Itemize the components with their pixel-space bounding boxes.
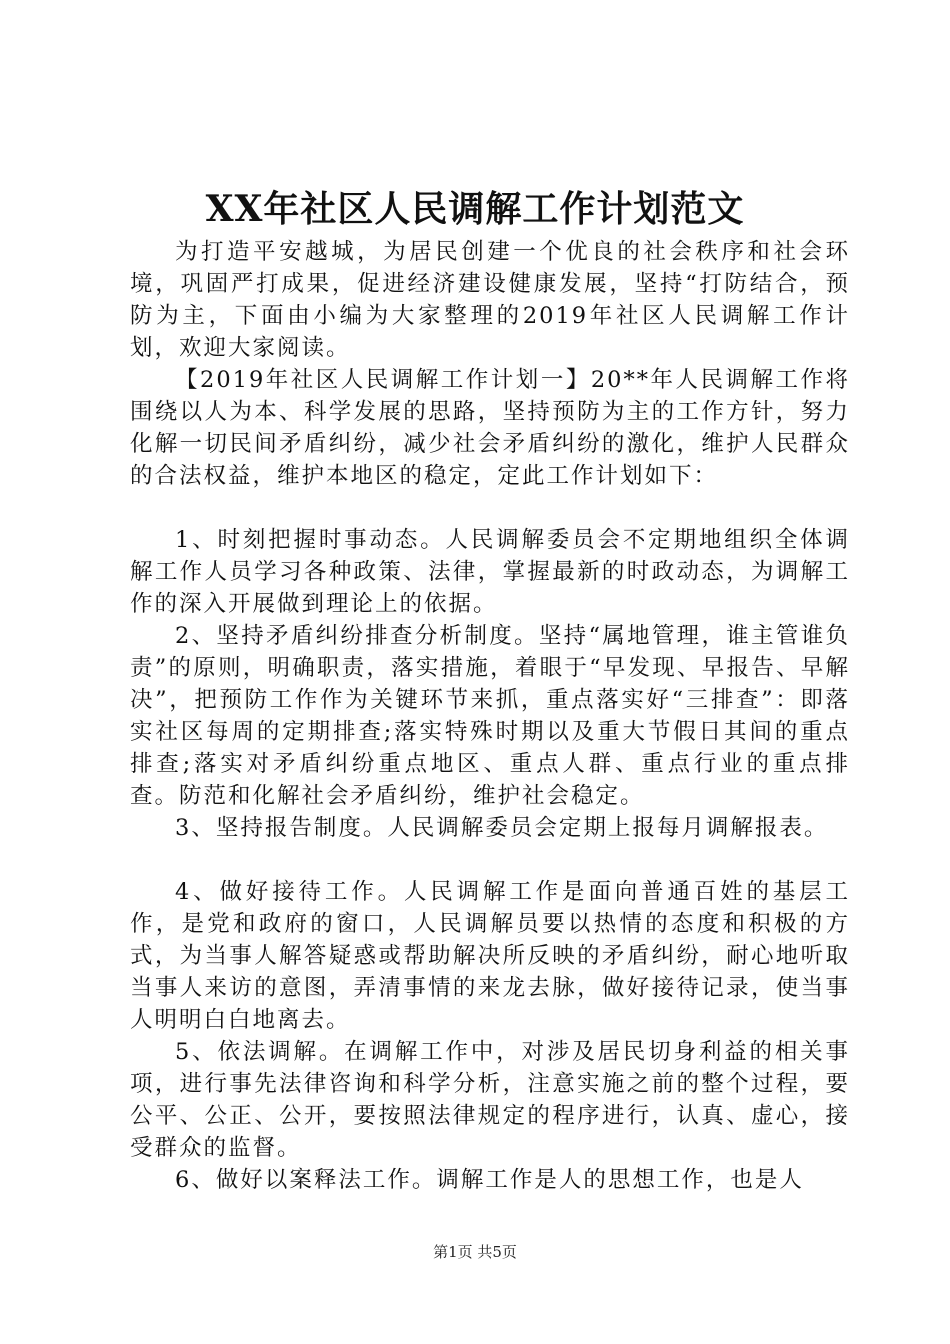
item-5-paragraph: 5、依法调解。在调解工作中，对涉及居民切身利益的相关事项，进行事先法律咨询和科学分析，注意实施之前的整个过程，要公平、公正、公开，要按照法律规定的程序进行，认真、虚心，接受群众的监督。 bbox=[130, 1039, 850, 1161]
document-title: XX年社区人民调解工作计划范文 bbox=[205, 188, 745, 230]
intro-paragraph: 为打造平安越城，为居民创建一个优良的社会秩序和社会环境，巩固严打成果，促进经济建设健康发展，坚持“打防结合，预防为主，下面由小编为大家整理的2019年社区人民调解工作计划，欢迎大家阅读。 bbox=[130, 239, 850, 361]
item-4-paragraph: 4、做好接待工作。人民调解工作是面向普通百姓的基层工作，是党和政府的窗口，人民调解员要以热情的态度和积极的方式，为当事人解答疑惑或帮助解决所反映的矛盾纠纷，耐心地听取当事人来访的意图，弄清事情的来龙去脉，做好接待记录，使当事人明明白白地离去。 bbox=[130, 879, 850, 1033]
page-footer: 第1页 共5页 bbox=[433, 1243, 517, 1261]
plan-one-paragraph: 【2019年社区人民调解工作计划一】20**年人民调解工作将围绕以人为本、科学发展的思路，坚持预防为主的工作方针，努力化解一切民间矛盾纠纷，减少社会矛盾纠纷的激化，维护人民群众的合法权益，维护本地区的稳定，定此工作计划如下： bbox=[130, 367, 850, 489]
item-6-paragraph: 6、做好以案释法工作。调解工作是人的思想工作，也是人 bbox=[175, 1167, 804, 1193]
item-2-paragraph: 2、坚持矛盾纠纷排查分析制度。坚持“属地管理，谁主管谁负责”的原则，明确职责，落实措施，着眼于“早发现、早报告、早解决”，把预防工作作为关键环节来抓，重点落实好“三排查”：即落实社区每周的定期排查;落实特殊时期以及重大节假日其间的重点排查;落实对矛盾纠纷重点地区、重点人群、重点行业的重点排查。防范和化解社会矛盾纠纷，维护社会稳定。 bbox=[130, 623, 850, 809]
item-1-paragraph: 1、时刻把握时事动态。人民调解委员会不定期地组织全体调解工作人员学习各种政策、法律，掌握最新的时政动态，为调解工作的深入开展做到理论上的依据。 bbox=[130, 527, 850, 617]
item-3-paragraph: 3、坚持报告制度。人民调解委员会定期上报每月调解报表。 bbox=[175, 815, 829, 841]
document-body bbox=[130, 236, 850, 1196]
